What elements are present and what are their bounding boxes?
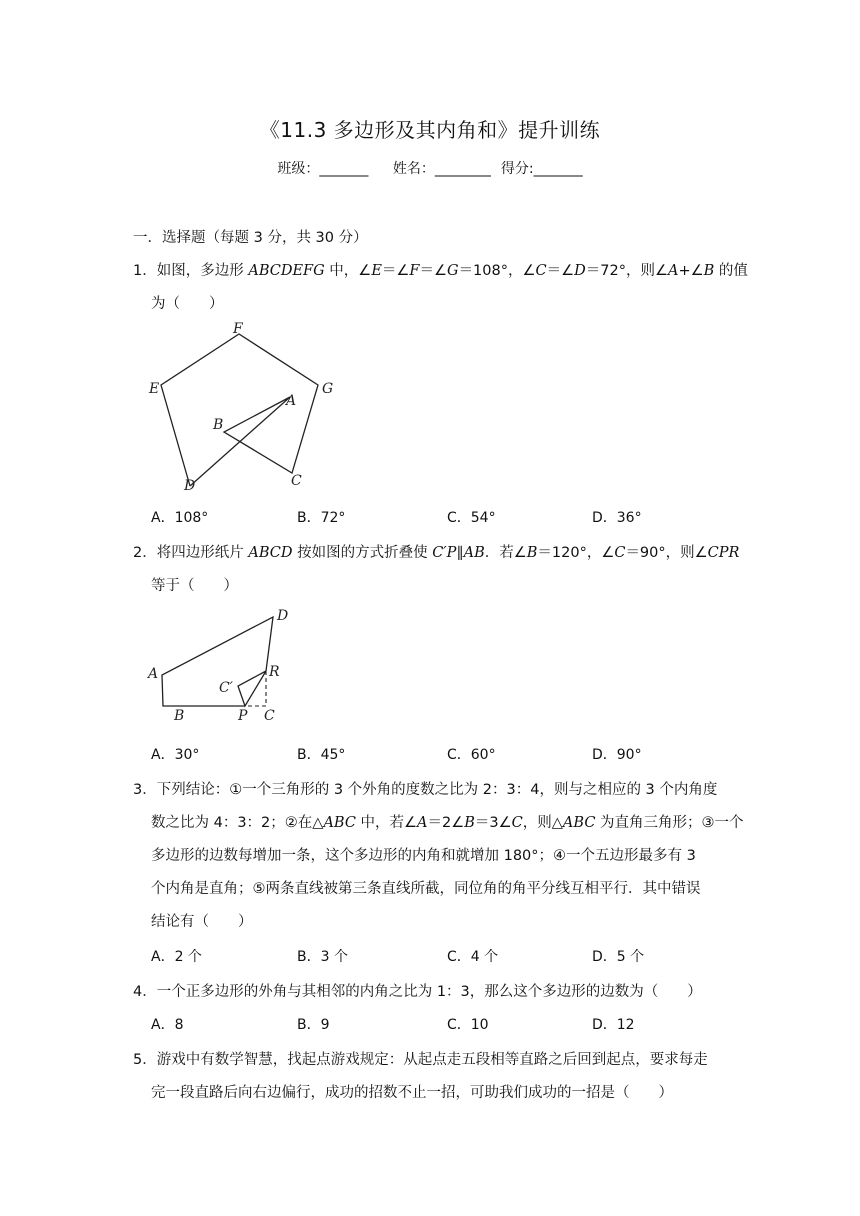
question-3-line-3: 多边形的边数每增加一条，这个多边形的内角和就增加 180°；④一个五边形最多有 3 — [151, 848, 696, 864]
question-3-line-4: 个内角是直角；⑤两条直线被第三条直线所截，同位角的角平分线互相平行．其中错误 — [151, 881, 701, 897]
q3-option-d[interactable]: D．5 个 — [592, 949, 645, 965]
q2-option-c[interactable]: C．60° — [447, 747, 496, 763]
class-field-label: 班级：_______ — [277, 161, 369, 177]
q4-option-b[interactable]: B．9 — [297, 1017, 330, 1033]
label-a: A — [148, 666, 159, 682]
q2-option-a[interactable]: A．30° — [151, 747, 200, 763]
label-e: E — [149, 381, 160, 397]
q2-option-b[interactable]: B．45° — [297, 747, 346, 763]
question-3-line-2: 数之比为 4：3：2；②在△ABC 中，若∠A＝2∠B＝3∠C，则△ABC 为直角三角形；③一个 — [151, 815, 744, 831]
q4-option-a[interactable]: A．8 — [151, 1017, 184, 1033]
label-d: D — [184, 478, 196, 494]
question-1-line-1: 1．如图，多边形 ABCDEFG 中，∠E＝∠F＝∠G＝108°，∠C＝∠D＝72°，则∠A+∠B 的值 — [133, 263, 748, 279]
question-5-line-2: 完一段直路后向右边偏行，成功的招数不止一招，可助我们成功的一招是（ ） — [151, 1085, 673, 1101]
q1-option-a[interactable]: A．108° — [151, 510, 209, 526]
label-d: D — [277, 608, 289, 624]
figure-folded-quadrilateral — [140, 600, 310, 730]
question-5-line-1: 5．游戏中有数学智慧，找起点游戏规定：从起点走五段相等直路之后回到起点，要求每走 — [133, 1052, 708, 1068]
section-heading: 一．选择题（每题 3 分，共 30 分） — [133, 230, 368, 246]
folded-triangle — [238, 671, 266, 706]
label-c: C — [264, 708, 275, 724]
label-b: B — [213, 417, 224, 433]
q1-option-d[interactable]: D．36° — [592, 510, 642, 526]
label-b: B — [174, 708, 185, 724]
question-1-line-2: 为（ ） — [151, 296, 224, 312]
document-title: 《11.3 多边形及其内角和》提升训练 — [259, 118, 601, 142]
label-a: A — [286, 393, 297, 409]
q3-option-b[interactable]: B．3 个 — [297, 949, 348, 965]
label-g: G — [322, 381, 334, 397]
score-field-label: 得分:_______ — [500, 161, 583, 177]
question-4-line-1: 4．一个正多边形的外角与其相邻的内角之比为 1：3，那么这个多边形的边数为（ ） — [133, 984, 702, 1000]
q2-option-d[interactable]: D．90° — [592, 747, 642, 763]
q4-option-d[interactable]: D．12 — [592, 1017, 635, 1033]
q1-option-b[interactable]: B．72° — [297, 510, 346, 526]
q1-option-c[interactable]: C．54° — [447, 510, 496, 526]
student-info-line — [0, 158, 860, 178]
q3-option-c[interactable]: C．4 个 — [447, 949, 499, 965]
quadrilateral-outline — [162, 617, 273, 706]
question-3-line-1: 3．下列结论：①一个三角形的 3 个外角的度数之比为 2：3：4，则与之相应的 3 个内角度 — [133, 782, 718, 798]
label-c: C — [291, 473, 302, 489]
label-r: R — [269, 664, 280, 680]
figure-heptagon — [140, 318, 350, 498]
label-c-prime: C′ — [219, 680, 233, 696]
label-p: P — [238, 708, 248, 724]
heptagon-outline — [161, 334, 318, 486]
q3-option-a[interactable]: A．2 个 — [151, 949, 202, 965]
question-3-line-5: 结论有（ ） — [151, 914, 253, 930]
question-2-line-1: 2．将四边形纸片 ABCD 按如图的方式折叠使 C′P∥AB．若∠B＝120°，∠C＝90°，则∠CPR — [133, 545, 740, 561]
name-field-label: 姓名：________ — [392, 161, 491, 177]
label-f: F — [233, 321, 243, 337]
q4-option-c[interactable]: C．10 — [447, 1017, 489, 1033]
question-2-line-2: 等于（ ） — [151, 578, 238, 594]
